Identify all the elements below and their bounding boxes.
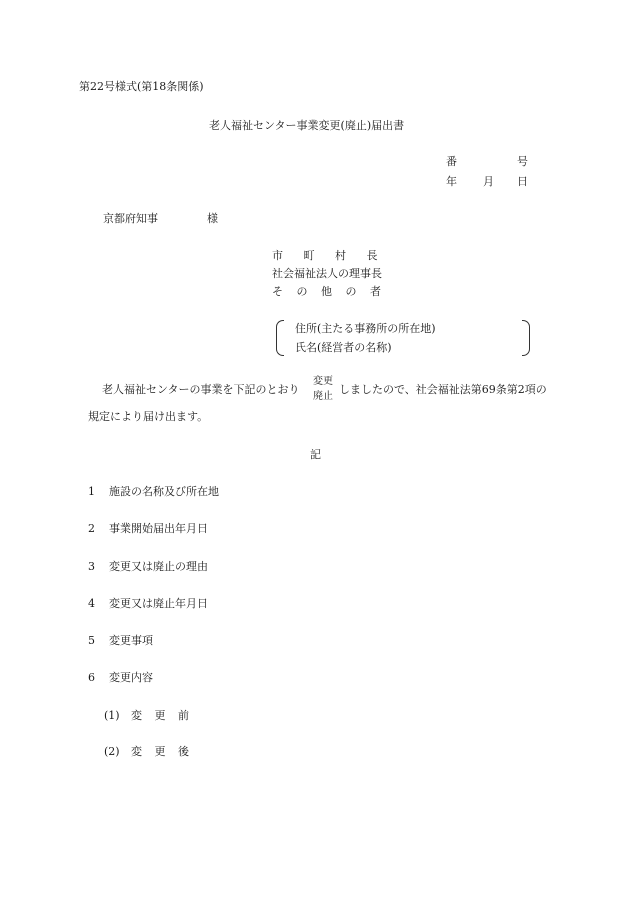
list-item — [88, 561, 208, 572]
list-item-label: 変更又は廃止年月日 — [109, 597, 208, 610]
date-year-label: 年 — [446, 175, 457, 188]
list-item — [88, 523, 208, 534]
body-text-line-2: 規定により届け出ます。 — [88, 410, 209, 423]
list-item — [88, 598, 208, 609]
ki-heading: 記 — [310, 448, 321, 461]
body-option-change: 変更 — [313, 376, 333, 387]
addressee-name: 京都府知事 — [103, 212, 158, 225]
document-title: 老人福祉センター事業変更(廃止)届出書 — [209, 119, 405, 132]
list-item — [88, 486, 219, 497]
reference-number-suffix: 号 — [517, 155, 528, 168]
body-text-tail: しましたので、社会福祉法第69条第2項の — [339, 383, 547, 396]
sub-item-label: 変 更 後 — [131, 745, 189, 758]
filer-type-other: そ の 他 の 者 — [272, 285, 381, 298]
addressee-honorific: 様 — [207, 212, 218, 225]
date-month-label: 月 — [483, 175, 494, 188]
list-item-label: 変更又は廃止の理由 — [109, 560, 208, 573]
date-day-label: 日 — [517, 175, 528, 188]
list-item-number: 2 — [88, 522, 95, 535]
sub-item-number: (1) — [104, 709, 120, 722]
filer-type-corporation: 社会福祉法人の理事長 — [272, 267, 382, 280]
right-bracket — [522, 320, 530, 356]
sub-item-number: (2) — [104, 745, 120, 758]
list-item — [88, 672, 153, 683]
list-item-label: 変更内容 — [109, 671, 153, 684]
body-option-abolish: 廃止 — [313, 391, 333, 402]
list-item — [88, 635, 153, 646]
list-item-number: 3 — [88, 560, 95, 573]
filer-name-label: 氏名(経営者の名称) — [295, 341, 392, 354]
filer-address-label: 住所(主たる事務所の所在地) — [295, 322, 436, 335]
list-item-label: 事業開始届出年月日 — [109, 522, 208, 535]
reference-number-label: 番 — [446, 155, 457, 168]
list-item-number: 4 — [88, 597, 95, 610]
body-text-lead: 老人福祉センターの事業を下記のとおり — [102, 383, 300, 396]
sub-list-item — [104, 746, 189, 757]
sub-list-item — [104, 710, 189, 721]
list-item-label: 施設の名称及び所在地 — [109, 485, 219, 498]
sub-item-label: 変 更 前 — [131, 709, 189, 722]
list-item-number: 1 — [88, 485, 95, 498]
filer-type-municipality: 市 町 村 長 — [272, 249, 378, 262]
form-number: 第22号様式(第18条関係) — [79, 80, 204, 93]
list-item-label: 変更事項 — [109, 634, 153, 647]
left-bracket — [276, 320, 284, 356]
list-item-number: 6 — [88, 671, 95, 684]
list-item-number: 5 — [88, 634, 95, 647]
